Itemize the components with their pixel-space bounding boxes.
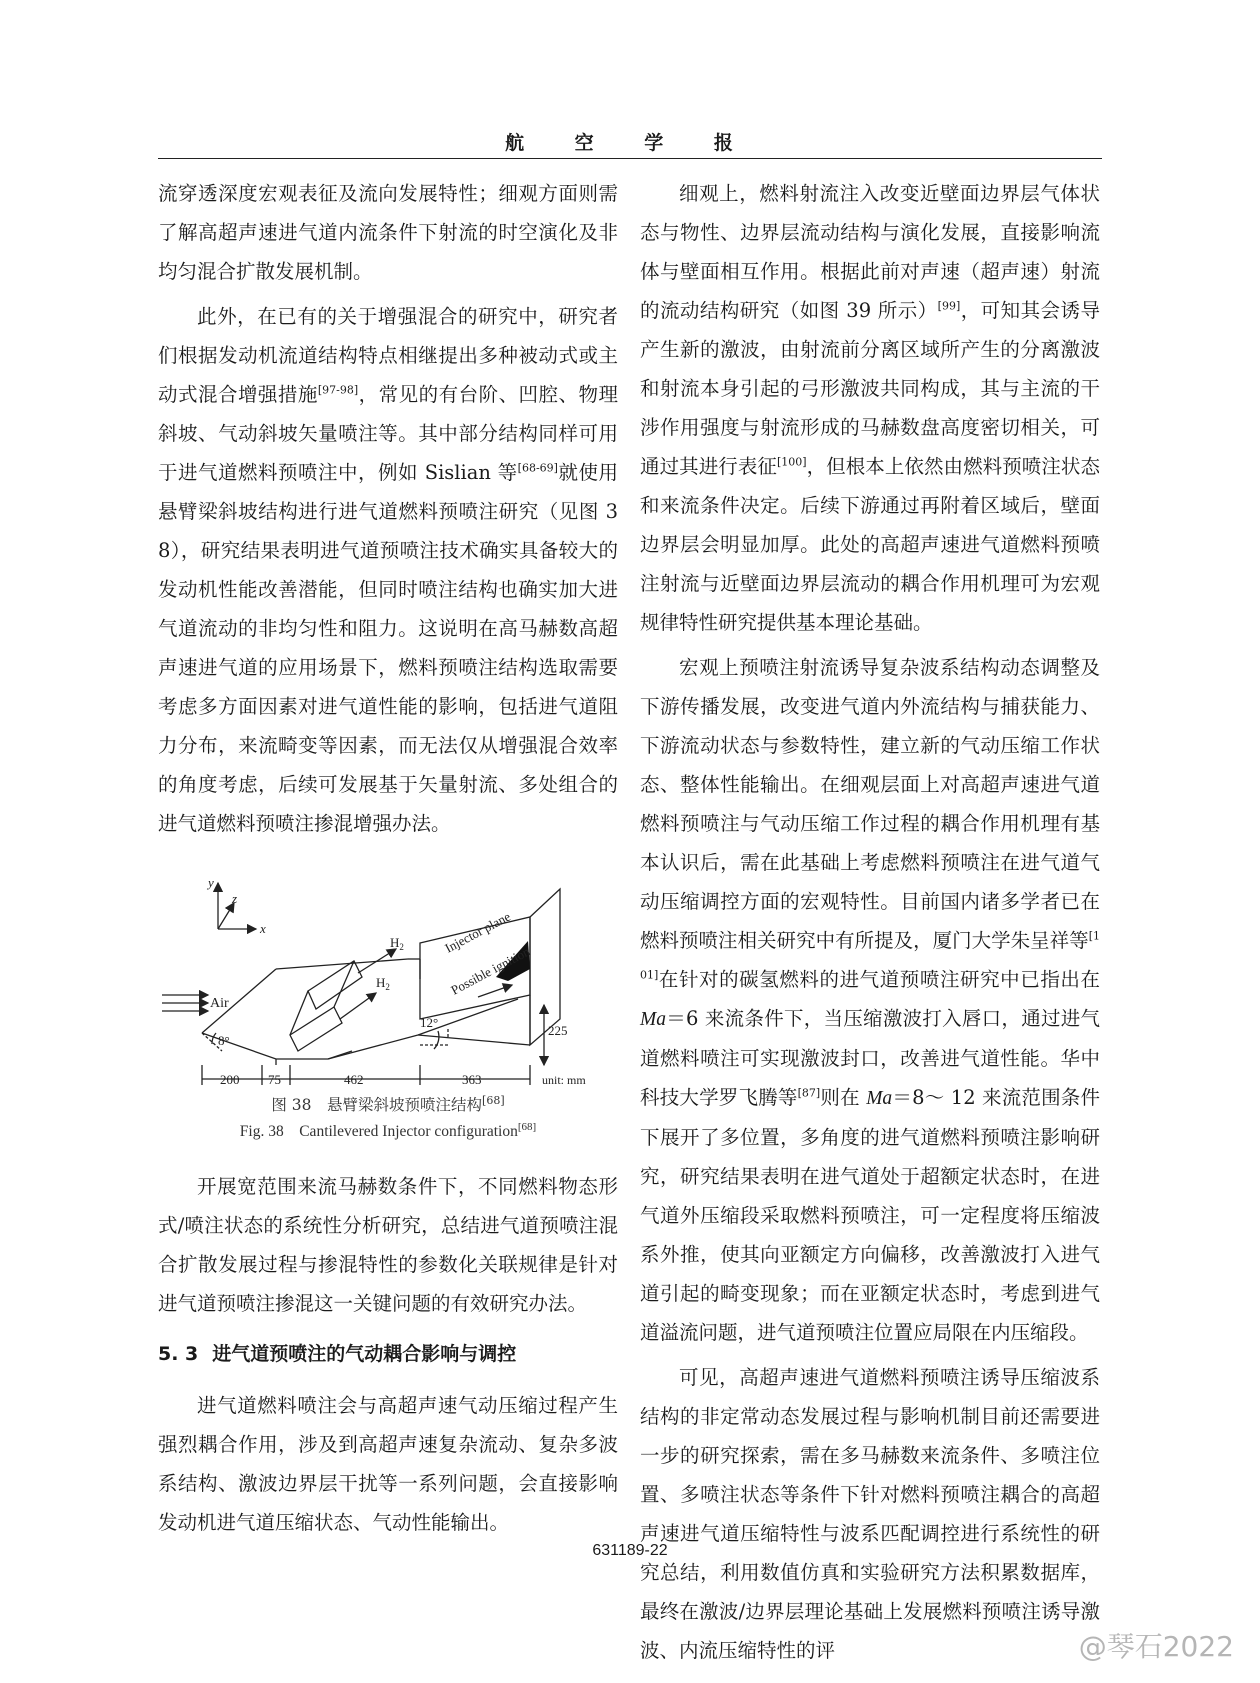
air-label: Air — [210, 996, 229, 1011]
ignition-arrow — [478, 985, 512, 997]
right-column — [640, 174, 1100, 1670]
h2-label-1: $H_2$ — [390, 935, 404, 952]
dim-363-label: 363 — [462, 1072, 482, 1087]
left-paragraph-3: 开展宽范围来流马赫数条件下，不同燃料物态形式/喷注状态的系统性分析研究，总结进气道预喷注混合扩散发展过程与掺混特性的参数化关联规律是针对进气道预喷注掺混这一关键问题的有效研究办法。 — [158, 1175, 618, 1315]
running-head: 航 空 学 报 — [505, 132, 755, 154]
left-paragraph-2: 此外，在已有的关于增强混合的研究中，研究者们根据发动机流道结构特点相继提出多种被动式或主动式混合增强措施[97-98]，常见的有台阶、凹腔、物理斜坡、气动斜坡矢量喷注等。其中部分结构同样可用于进气道燃料预喷注中，例如 Sislian 等[68-69]就使用悬臂梁斜坡结构进行进气道燃料预喷注研究（见图 38），研究结果表明进气道预喷注技术确实具备较大的发动机性能改善潜能，但同时喷注结构也确实加大进气道流动的非均匀性和阻力。这说明在高马赫数高超声速进气道的应用场景下，燃料预喷注结构选取需要考虑多方面因素对进气道性能的影响，包括进气道阻力分布，来流畸变等因素，而无法仅从增强混合效率的角度考虑，后续可发展基于矢量射流、多处组合的进气道燃料预喷注掺混增强办法。 — [158, 305, 618, 835]
axis-label-y: y — [208, 875, 214, 890]
z-axis — [218, 903, 234, 929]
header-rule — [158, 158, 1102, 159]
figure-38-drawing — [158, 869, 618, 1087]
axis-label-x: x — [260, 921, 266, 936]
section-title: 进气道预喷注的气动耦合影响与调控 — [212, 1343, 517, 1365]
rear-block — [530, 889, 560, 1045]
right-paragraph-3: 可见，高超声速进气道燃料预喷注诱导压缩波系结构的非定常动态发展过程与影响机制目前还需要进一步的研究探索，需在多马赫数来流条件、多喷注位置、多喷注状态等条件下针对燃料预喷注耦合的高超声速进气道压缩特性与波系匹配调控进行系统性的研究总结，利用数值仿真和实验研究方法积累数据库，最终在激波/边界层理论基础上发展燃料预喷注诱导激波、内流压缩特性的评 — [640, 1366, 1100, 1662]
citation: [100] — [776, 455, 807, 469]
section-number: 5. 3 — [158, 1343, 199, 1365]
section-heading-5-3 — [158, 1335, 618, 1374]
dim-225-label: 225 — [548, 1023, 568, 1038]
figure-caption-en: Fig. 38 Cantilevered Injector configuration[68] — [239, 1120, 537, 1140]
dim-462-label: 462 — [344, 1072, 364, 1087]
citation: [97-98] — [317, 383, 359, 397]
injector-ramp-2 — [290, 1007, 342, 1051]
h2-jet-2 — [340, 993, 376, 1019]
citation: [87] — [797, 1086, 821, 1100]
figure-caption-cn: 图 38 悬臂梁斜坡预喷注结构[68] — [271, 1093, 505, 1114]
citation: [101] — [640, 929, 1100, 982]
ignition-label: Possible ignition — [448, 943, 533, 998]
axis-label-z: z — [232, 891, 238, 906]
h2-label-2: $H_2$ — [376, 975, 390, 992]
dim-200-label: 200 — [220, 1072, 240, 1087]
right-paragraph-2: 宏观上预喷注射流诱导复杂波系结构动态调整及下游传播发展，改变进气道内外流结构与捕获能力、下游流动状态与参数特性，建立新的气动压缩工作状态、整体性能输出。在细观层面上对高超声速进气道燃料预喷注与气动压缩工作过程的耦合作用机理有基本认识后，需在此基础上考虑燃料预喷注在进气道气动压缩调控方面的宏观特性。目前国内诸多学者已在燃料预喷注相关研究中有所提及，厦门大学朱呈祥等[101]在针对的碳氢燃料的进气道预喷注研究中已指出在 Ma＝6 来流条件下，当压缩激波打入唇口，通过进气道燃料喷注可实现激波封口，改善进气道性能。华中科技大学罗飞腾等[87]则在 Ma＝8～ 12 来流范围条件下展开了多位置，多角度的进气道燃料预喷注影响研究，研究结果表明在进气道处于超额定状态时，在进气道外压缩段采取燃料预喷注，可一定程度将压缩波系外推，使其向亚额定方向偏移，改善激波打入进气道引起的畸变现象；而在亚额定状态时，考虑到进气道溢流问题，进气道预喷注位置应局限在内压缩段。 — [640, 656, 1100, 1344]
h2-jet-1 — [358, 949, 396, 973]
injector-plane-label: Injector plane — [442, 908, 513, 956]
dim-75-label: 75 — [268, 1072, 281, 1087]
left-paragraph-4: 进气道燃料喷注会与高超声速气动压缩过程产生强烈耦合作用，涉及到高超声速复杂流动、复杂多波系结构、激波边界层干扰等一系列问题，会直接影响发动机进气道压缩状态、气动性能输出。 — [158, 1394, 618, 1534]
unit-label: unit: mm — [542, 1073, 586, 1087]
left-paragraph-1: 流穿透深度宏观表征及流向发展特性；细观方面则需了解高超声速进气道内流条件下射流的时空演化及非均匀混合扩散发展机制。 — [158, 182, 618, 283]
angle-8-label: 8° — [218, 1033, 230, 1048]
figure-38 — [158, 869, 618, 1145]
left-column — [158, 174, 618, 1542]
injector-ramp-1 — [308, 961, 362, 1009]
citation: [68-69] — [517, 461, 558, 475]
page-number: 631189-22 — [592, 1542, 668, 1559]
right-paragraph-1: 细观上，燃料射流注入改变近壁面边界层气体状态与物性、边界层流动结构与演化发展，直接影响流体与壁面相互作用。根据此前对声速（超声速）射流的流动结构研究（如图 39 所示）[99]，可知其会诱导产生新的激波，由射流前分离区域所产生的分离激波和射流本身引起的弓形激波共同构成，其与主流的干涉作用强度与射流形成的马赫数盘高度密切相关，可通过其进行表征[100]，但根本上依然由燃料预喷注状态和来流条件决定。后续下游通过再附着区域后，壁面边界层会明显加厚。此处的高超声速进气道燃料预喷注射流与近壁面边界层流动的耦合作用机理可为宏观规律特性研究提供基本理论基础。 — [640, 182, 1100, 634]
citation: [99] — [937, 299, 961, 313]
watermark: @琴石2022 — [1078, 1630, 1234, 1663]
angle-12-label: 12° — [420, 1015, 439, 1030]
